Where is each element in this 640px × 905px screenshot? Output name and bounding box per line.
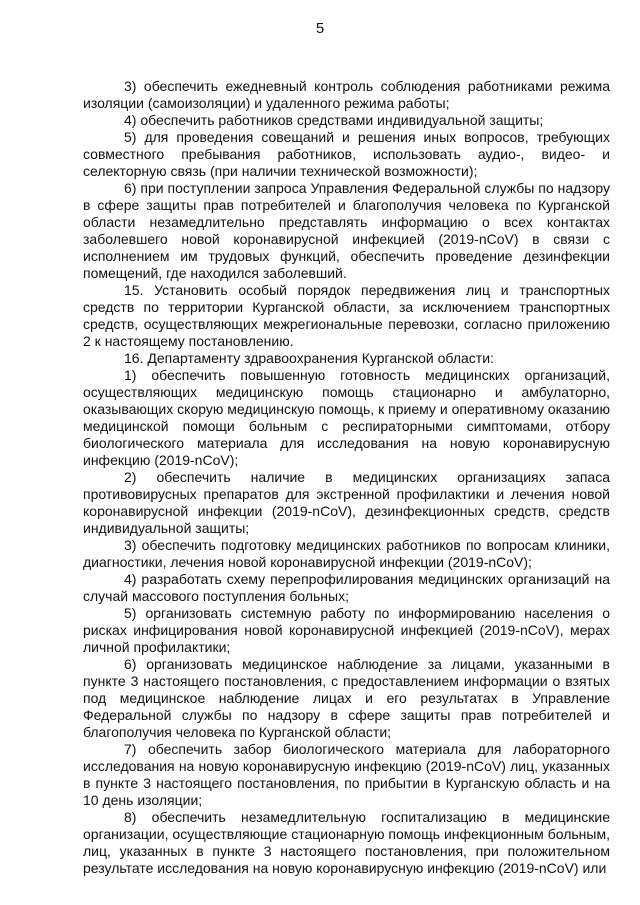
paragraph: 3) обеспечить ежедневный контроль соблюдения работниками режима изоляции (самоизоляции) и удаленного режима работы; <box>83 78 610 111</box>
document-body <box>83 78 610 877</box>
paragraph: 1) обеспечить повышенную готовность медицинских организаций, осуществляющих медицинскую помощь стационарно и амбулаторно, оказывающих скорую медицинскую помощь, к приему и оперативному оказанию медицинской помощи больным с респираторными симптомами, отбору биологического материала для исследования на новую коронавирусную инфекцию (2019-nCoV); <box>83 367 610 468</box>
paragraph: 3) обеспечить подготовку медицинских работников по вопросам клиники, диагностики, лечения новой коронавирусной инфекции (2019-nCoV); <box>83 537 610 570</box>
page-number: 5 <box>315 20 325 37</box>
paragraph: 7) обеспечить забор биологического материала для лабораторного исследования на новую коронавирусную инфекцию (2019-nCoV) лиц, указанных в пункте 3 настоящего постановления, по прибытии в Курганскую область и на 10 день изоляции; <box>83 741 610 808</box>
paragraph: 5) организовать системную работу по информированию населения о рисках инфицирования новой коронавирусной инфекцией (2019-nCoV), мерах личной профилактики; <box>83 605 610 655</box>
paragraph: 5) для проведения совещаний и решения иных вопросов, требующих совместного пребывания работников, использовать аудио-, видео- и селекторную связь (при наличии технической возможности); <box>83 129 610 179</box>
paragraph: 4) разработать схему перепрофилирования медицинских организаций на случай массового поступления больных; <box>83 571 610 604</box>
paragraph: 4) обеспечить работников средствами индивидуальной защиты; <box>124 112 544 128</box>
paragraph: 15. Установить особый порядок передвижения лиц и транспортных средств по территории Курганской области, за исключением транспортных средств, осуществляющих межрегиональные перевозки, согласно приложению 2 к настоящему постановлению. <box>83 282 610 349</box>
paragraph: 8) обеспечить незамедлительную госпитализацию в медицинские организации, осуществляющие стационарную помощь инфекционным больным, лиц, указанных в пункте 3 настоящего постановления, при положительном результате исследования на новую коронавирусную инфекцию (2019-nCoV) или <box>83 809 610 876</box>
paragraph: 2) обеспечить наличие в медицинских организациях запаса противовирусных препаратов для экстренной профилактики и лечения новой коронавирусной инфекции (2019-nCoV), дезинфекционных средств, средств индивидуальной защиты; <box>83 469 610 536</box>
paragraph: 16. Департаменту здравоохранения Курганской области: <box>124 350 494 366</box>
paragraph: 6) организовать медицинское наблюдение за лицами, указанными в пункте 3 настоящего постановления, с предоставлением информации о взятых под медицинское наблюдение лицах и его результатах в Управление Федеральной службы по надзору в сфере защиты прав потребителей и благополучия человека по Курганской области; <box>83 656 610 740</box>
paragraph: 6) при поступлении запроса Управления Федеральной службы по надзору в сфере защиты прав потребителей и благополучия человека по Курганской области незамедлительно представлять информацию о всех контактах заболевшего новой коронавирусной инфекцией (2019-nCoV) в связи с исполнением им трудовых функций, обеспечить проведение дезинфекции помещений, где находился заболевший. <box>83 180 610 281</box>
